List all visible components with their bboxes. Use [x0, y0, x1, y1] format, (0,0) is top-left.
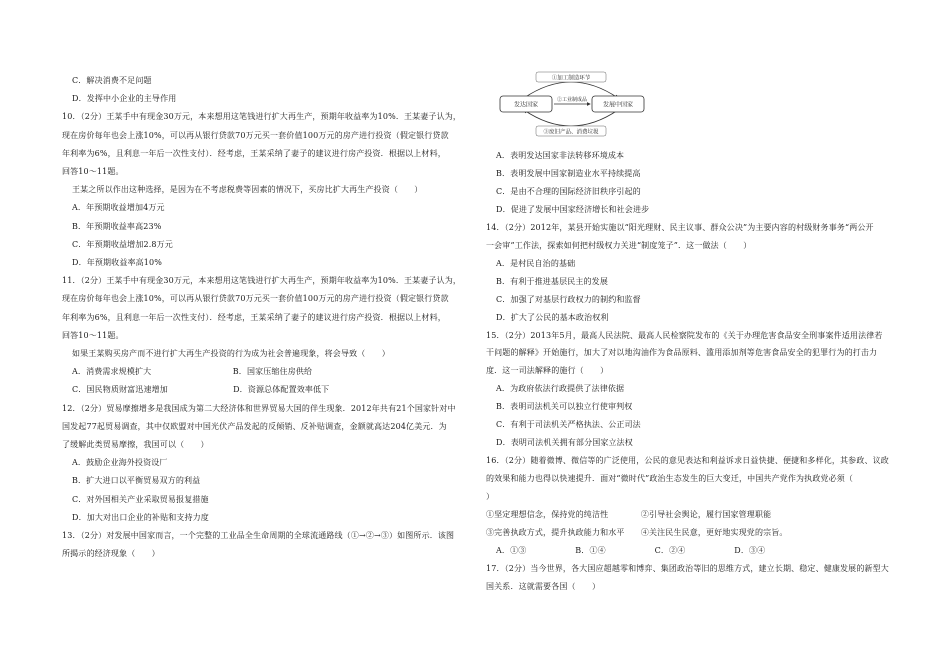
text-line: 国关系．这就需要各国（ ） [486, 581, 601, 591]
text-line: B．表明发展中国家制造业水平持续提高 [496, 168, 641, 178]
text-line: 一会审”工作法，探索如何把村级权力关进“制度笼子”．这一做法（ ） [486, 240, 752, 250]
text-line: 国发起77起贸易调查，其中仅欧盟对中国光伏产品发起的反倾销、反补贴调查，金额就高达204亿美元．为 [62, 421, 447, 431]
text-line: 年利率为6%，且利息一年后一次性支付）．经考虑，王某采纳了妻子的建议进行房产投资．根据以上材料， [62, 312, 446, 322]
text-line: 度．这一司法解释的施行（ ） [486, 366, 609, 376]
text-line: D．表明司法机关拥有部分国家立法权 [496, 438, 633, 448]
text-line: C．对外国相关产业采取贸易报复措施 [72, 494, 209, 504]
text-line: A．年预期收益增加4万元 [72, 203, 165, 213]
text-line: B．有利于推进基层民主的发展 [496, 276, 608, 286]
figure-label-bottom: ③废旧产品、消费垃圾 [543, 129, 599, 136]
figure-label-mid: ②工业制成品 [556, 97, 588, 103]
text-line: D．发挥中小企业的主导作用 [72, 94, 177, 104]
text-line: C．是由不合理的国际经济旧秩序引起的 [496, 186, 641, 196]
text-line: 15．（2分）2013年5月，最高人民法院、最高人民检察院发布的《关于办理危害食品安全刑事案件适用法律若 [486, 330, 883, 340]
text-line: 干问题的解释》开始施行，加大了对以地沟油作为食品原料、滥用添加剂等危害食品安全的犯罪行为的打击力 [486, 348, 878, 358]
text-line: 的效果和能力也得以快速提升．面对“微时代”政治生态发生的巨大变迁，中国共产党作为执政党必须（ [486, 474, 854, 484]
text-line: 现在房价每年也会上涨10%，可以再从银行贷款70万元买一套价值100万元的房产进行投资（假定银行贷款 [62, 294, 449, 304]
text-line: 所揭示的经济现象（ ） [62, 549, 160, 559]
text-line: C．年预期收益增加2.8万元 [72, 239, 173, 249]
text-line: D．加大对出口企业的补贴和支持力度 [72, 512, 209, 522]
figure-label-top: ①加工制造环节 [551, 75, 591, 82]
text-line: C．加强了对基层行政权力的制约和监督 [496, 294, 641, 304]
text-line: 回答10～11题。 [62, 167, 124, 176]
text-line: 11．（2分）王某手中有现金30万元，本来想用这笔钱进行扩大再生产，预期年收益率为10%．王某妻子认为， [62, 276, 462, 286]
text-line: A．①③ B．①④ C．②④ D．③④ [496, 545, 766, 555]
text-line: A．鼓励企业海外投资设厂 [72, 458, 168, 468]
text-line: D．促进了发展中国家经济增长和社会进步 [496, 204, 650, 214]
text-line: 13．（2分）对发展中国家而言，一个完整的工业品全生命周期的全球流通路线（①→②→③）如图所示．该图 [62, 531, 455, 540]
text-line: A．消费需求规模扩大 B．国家压缩住房供给 [72, 367, 313, 377]
text-line: 16．（2分）随着微博、微信等的广泛使用，公民的意见表达和利益诉求日益快捷、便捷和多样化，其参政、议政 [486, 456, 889, 466]
text-line: D．年预期收益率高10% [72, 258, 162, 267]
text-line: ①坚定理想信念，保持党的纯洁性 ②引导社会舆论，履行国家管理职能 [486, 510, 772, 519]
figure-box-left-label: 发达国家 [513, 101, 539, 109]
text-line: 17．（2分）当今世界，各大国应超越零和博弈、集团政治等旧的思维方式，建立长期、稳定、健康发展的新型大 [486, 563, 889, 573]
text-line: B．扩大进口以平衡贸易双方的利益 [72, 476, 201, 486]
text-line: 了缓解此类贸易摩擦，我国可以（ ） [62, 440, 209, 449]
text-line: 现在房价每年也会上涨10%，可以再从银行贷款70万元买一套价值100万元的房产进行投资（假定银行贷款 [62, 130, 449, 140]
text-line: 回答10～11题。 [62, 330, 124, 340]
text-line: 年利率为6%，且利息一年后一次性支付）．经考虑，王某采纳了妻子的建议进行房产投资．根据以上材料， [62, 148, 446, 158]
text-line: A．为政府依法行政提供了法律依据 [496, 384, 625, 394]
text-line: D．扩大了公民的基本政治权利 [496, 312, 609, 322]
text-line: ） [486, 492, 495, 502]
figure-box-right-label: 发展中国家 [602, 101, 634, 109]
text-line: B．年预期收益率高23% [72, 221, 162, 231]
text-line: C．有利于司法机关严格执法、公正司法 [496, 420, 641, 430]
text-line: C．解决消费不足问题 [72, 76, 152, 85]
trade-cycle-diagram [496, 68, 646, 140]
text-line: 14．（2分）2012年，某县开始实施以“阳光理财、民主议事、群众公决”为主要内容的村级财务事务“两公开 [486, 222, 874, 232]
text-line: A．表明发达国家非法转移环境成本 [496, 151, 625, 160]
text-line: 12．（2分）贸易摩擦增多是我国成为第二大经济体和世界贸易大国的伴生现象．2012年共有21个国家针对中 [62, 403, 456, 413]
text-line: 10．（2分）王某手中有现金30万元，本来想用这笔钱进行扩大再生产，预期年收益率为10%．王某妻子认为， [62, 112, 462, 122]
text-line: C．国民物质财富迅速增加 D．资源总体配置效率低下 [72, 385, 330, 395]
text-line: 如果王某购买房产而不进行扩大再生产投资的行为成为社会普遍现象，将会导致（ ） [72, 349, 390, 358]
text-line: ③完善执政方式，提升执政能力和水平 ④关注民生民意，更好地实现党的宗旨。 [486, 527, 788, 537]
text-line: 王某之所以作出这种选择，是因为在不考虑税费等因素的情况下，买房比扩大再生产投资（ ） [72, 185, 423, 195]
text-line: B．表明司法机关可以独立行使审判权 [496, 402, 633, 412]
cycle-arrow-top [524, 82, 618, 98]
text-line: A．是村民自治的基础 [496, 258, 576, 268]
